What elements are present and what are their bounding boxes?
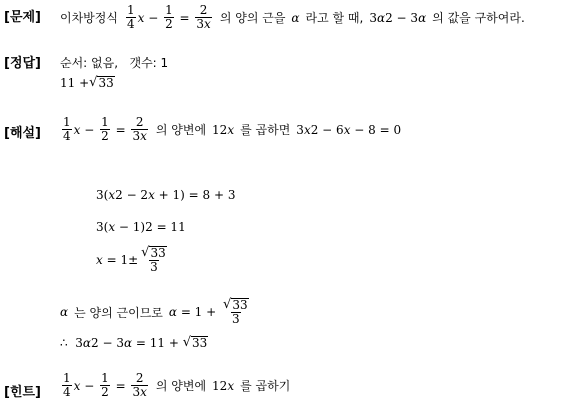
solution-conclusion-2: ∴ 3 α 2 − 3 α = 11 + √ 33: [60, 335, 208, 350]
solution-mid2: 를 곱하면: [240, 123, 291, 137]
frac-1-2: $\frac{1}{2}$: [165, 3, 173, 31]
hint-mid: 의 양변에: [155, 379, 207, 393]
solution-conclusion-1: α 는 양의 근이므로 α = 1 + √ 33 3: [60, 297, 248, 326]
problem-tail-2: 라고 할 때,: [305, 11, 364, 25]
problem-lead: 이차방정식: [60, 11, 118, 25]
solution-step-2: 3( x − 1) 2 = 11: [96, 220, 186, 234]
hint-line: $\frac{1}{4}$ x − $\frac{1}{2}$ = $\frac{2}{3x}$ 의 양변에 12 x 를 곱하기: [63, 371, 291, 399]
frac-2-3x: $\frac{2}{3x}$: [196, 3, 211, 31]
frac-1-4: $\frac{1}{4}$: [126, 3, 135, 31]
hint-label: [힌트]: [4, 385, 41, 400]
problem-tail-3: 의 값을 구하여라.: [432, 11, 525, 25]
solution-line-1: $\frac{1}{4}$ x − $\frac{1}{2}$ = $\frac{2}{3x}$ 의 양변에 12 x 를 곱하면 3 x 2 − 6 x − 8 = 0: [63, 115, 402, 143]
problem-statement: 이차방정식 $\frac{1}{4}$ x − $\frac{1}{2}$ = $\frac{2}{3x}$ 의 양의 근을 α 라고 할 때, 3 α 2 − 3 α 의 값을 구하여라.: [60, 3, 525, 31]
conclusion-text: 는 양의 근이므로: [74, 305, 163, 320]
solution-step-3: x = 1± √ 33 3: [96, 245, 166, 274]
answer-value: 11 + √ 33: [60, 75, 114, 90]
solution-step-1: 3( x 2 − 2 x + 1) = 8 + 3: [96, 188, 236, 202]
problem-label: [문제]: [4, 10, 41, 25]
answer-meta: 순서: 없음, 갯수: 1: [60, 56, 169, 70]
answer-label: [정답]: [4, 56, 41, 71]
solution-label: [해설]: [4, 126, 41, 141]
problem-tail-1: 의 양의 근을: [219, 11, 286, 25]
solution-mid: 의 양변에: [155, 123, 207, 137]
hint-mid2: 를 곱하기: [240, 379, 291, 393]
